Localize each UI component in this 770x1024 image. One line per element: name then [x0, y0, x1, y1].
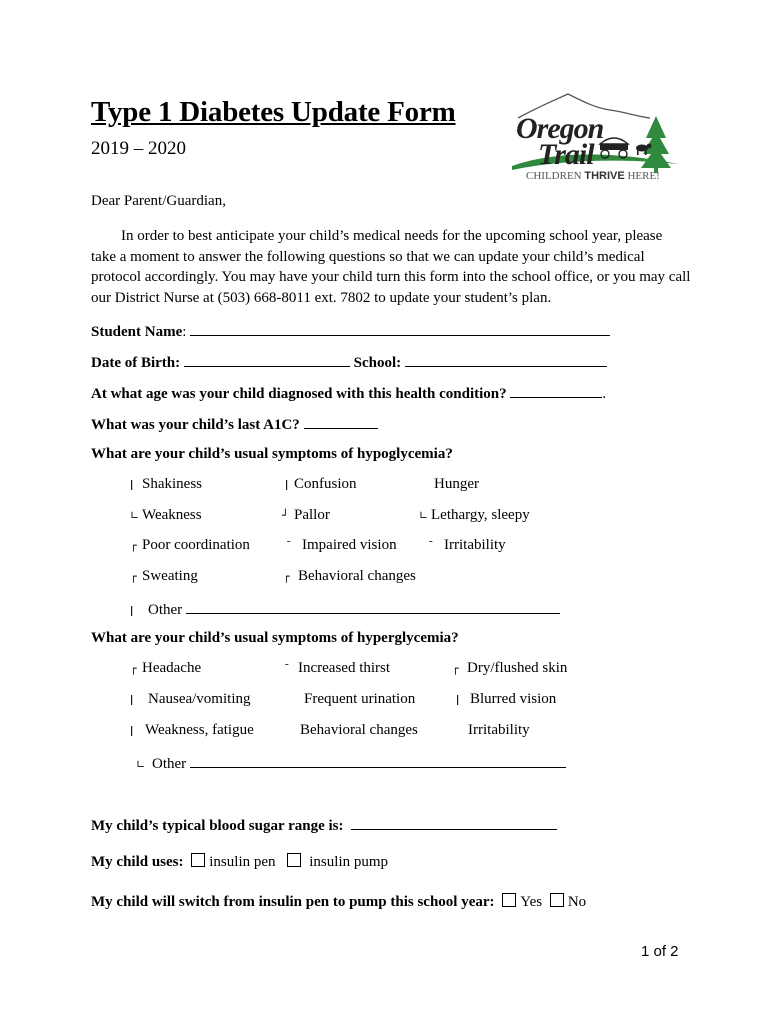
switch-yes-checkbox[interactable]	[502, 893, 516, 907]
dob-school-row	[91, 352, 607, 372]
checkbox-mark-icon[interactable]: ∟	[136, 758, 146, 771]
checkbox-mark-icon[interactable]: ┌	[452, 662, 459, 675]
checkbox-mark-icon[interactable]: ǀ	[130, 724, 134, 737]
checkbox-mark-icon[interactable]: ǀ	[130, 478, 134, 491]
a1c-question: What was your child’s last A1C?	[91, 417, 300, 433]
student-name-label: Student Name	[91, 324, 183, 340]
option-label: Impaired vision	[302, 537, 397, 553]
insulin-pump-checkbox[interactable]	[287, 853, 301, 867]
option-label: Behavioral changes	[300, 722, 418, 738]
logo-tagline-here: HERE!	[624, 170, 660, 182]
hyperglycemia-question: What are your child’s usual symptoms of hyperglycemia?	[91, 630, 459, 646]
school-label: School:	[353, 355, 402, 371]
option-label: Hunger	[434, 476, 479, 492]
age-diagnosed-field[interactable]	[510, 383, 602, 398]
switch-no-label: No	[567, 894, 587, 910]
school-year: 2019 – 2020	[91, 138, 186, 159]
a1c-row	[91, 414, 378, 434]
switch-pump-question: My child will switch from insulin pen to pump this school year:	[91, 894, 495, 910]
hypo-option-lethargy[interactable]	[419, 507, 530, 524]
hypoglycemia-question: What are your child’s usual symptoms of hypoglycemia?	[91, 446, 453, 462]
option-label: Frequent urination	[304, 691, 416, 707]
option-label: Poor coordination	[142, 537, 250, 553]
logo-text-oregon: Oregon	[516, 112, 604, 145]
hyper-option-headache[interactable]	[130, 660, 201, 677]
checkbox-mark-icon[interactable]: ┌	[283, 570, 290, 583]
age-diagnosed-question: At what age was your child diagnosed with this health condition?	[91, 386, 507, 402]
dob-label: Date of Birth:	[91, 355, 181, 371]
option-label: Sweating	[142, 568, 198, 584]
hypo-other-field[interactable]	[186, 599, 560, 614]
hyper-option-other[interactable]	[136, 753, 566, 773]
page-number: 1 of 2	[641, 943, 679, 960]
checkbox-mark-icon[interactable]: ∟	[419, 509, 429, 522]
option-label: Increased thirst	[298, 660, 391, 676]
checkbox-mark-icon[interactable]: ǀ	[130, 604, 134, 617]
hyper-option-dry-skin[interactable]	[452, 660, 567, 677]
blood-sugar-range-field[interactable]	[351, 815, 557, 830]
hypo-option-weakness[interactable]	[130, 507, 202, 524]
hyper-option-thirst[interactable]	[284, 660, 390, 677]
option-label: Irritability	[468, 722, 530, 738]
a1c-field[interactable]	[304, 414, 378, 429]
checkbox-mark-icon[interactable]: ǀ	[456, 693, 460, 706]
insulin-pen-label: insulin pen	[209, 854, 276, 870]
hypo-option-behavioral[interactable]	[283, 568, 416, 585]
blood-sugar-range-row	[91, 815, 557, 835]
logo-tagline-thrive: THRIVE	[584, 170, 625, 182]
checkbox-mark-icon[interactable]: ┘	[282, 509, 289, 522]
option-label: Weakness, fatigue	[145, 722, 254, 738]
logo-tagline-children: CHILDREN	[526, 170, 585, 182]
checkbox-mark-icon[interactable]: ¯	[286, 539, 292, 552]
checkbox-mark-icon[interactable]: ∟	[130, 509, 140, 522]
hypo-option-sweating[interactable]	[130, 568, 198, 585]
checkbox-mark-icon[interactable]: ǀ	[130, 693, 134, 706]
student-name-field[interactable]	[190, 321, 610, 336]
intro-paragraph	[91, 226, 691, 309]
switch-pump-row	[91, 893, 586, 911]
option-label: Weakness	[142, 507, 202, 523]
option-label: Pallor	[294, 507, 330, 523]
intro-text: In order to best anticipate your child’s medical needs for the upcoming school year, please take a moment to answer the following questions so that we can update your child’s medical protocol accordingly. You may have your child turn this form into the school office, or you may call our District Nurse at (503) 668-8011 ext. 7802 to update your student’s plan.	[91, 228, 691, 307]
hyper-option-blurred[interactable]	[456, 691, 556, 708]
school-field[interactable]	[405, 352, 607, 367]
checkbox-mark-icon[interactable]: ǀ	[285, 478, 289, 491]
form-title: Type 1 Diabetes Update Form	[91, 96, 456, 128]
hypo-option-other[interactable]	[130, 599, 560, 619]
oregon-trail-logo	[510, 92, 682, 184]
salutation: Dear Parent/Guardian,	[91, 193, 226, 209]
dob-field[interactable]	[184, 352, 350, 367]
checkbox-mark-icon[interactable]: ¯	[428, 539, 434, 552]
insulin-uses-row	[91, 853, 388, 871]
hypo-option-pallor[interactable]	[282, 507, 330, 524]
switch-yes-label: Yes	[520, 894, 543, 910]
insulin-pump-label: insulin pump	[309, 854, 389, 870]
option-label: Nausea/vomiting	[148, 691, 251, 707]
student-name-colon: :	[182, 324, 187, 340]
blood-sugar-range-question: My child’s typical blood sugar range is:	[91, 818, 344, 834]
hypo-option-confusion[interactable]	[285, 476, 357, 493]
hyper-option-urination[interactable]	[304, 691, 415, 708]
hyper-option-fatigue[interactable]	[130, 722, 254, 739]
checkbox-mark-icon[interactable]: ┌	[130, 662, 137, 675]
option-label: Other	[148, 602, 183, 618]
logo-tagline	[526, 170, 660, 182]
hypo-option-irritability[interactable]	[428, 537, 506, 554]
option-label: Lethargy, sleepy	[431, 507, 530, 523]
hyper-option-nausea[interactable]	[130, 691, 250, 708]
option-label: Dry/flushed skin	[467, 660, 568, 676]
option-label: Confusion	[294, 476, 357, 492]
hyper-option-behavioral[interactable]	[300, 722, 418, 739]
checkbox-mark-icon[interactable]: ┌	[130, 570, 137, 583]
checkbox-mark-icon[interactable]: ¯	[284, 662, 290, 675]
logo-text-trail: Trail	[538, 138, 594, 171]
hypo-option-shakiness[interactable]	[130, 476, 202, 493]
student-name-row	[91, 321, 610, 341]
option-label: Irritability	[444, 537, 506, 553]
option-label: Headache	[142, 660, 202, 676]
option-label: Other	[152, 756, 187, 772]
option-label: Blurred vision	[470, 691, 557, 707]
option-label: Shakiness	[142, 476, 202, 492]
hyper-option-irritability[interactable]	[468, 722, 530, 739]
age-diagnosed-row	[91, 383, 606, 403]
hypo-option-impaired-vision[interactable]	[286, 537, 397, 554]
option-label: Behavioral changes	[298, 568, 416, 584]
age-diagnosed-period: .	[602, 386, 607, 402]
checkbox-mark-icon[interactable]: ┌	[130, 539, 137, 552]
hypo-option-poor-coordination[interactable]	[130, 537, 250, 554]
hyper-other-field[interactable]	[190, 753, 566, 768]
insulin-uses-label: My child uses:	[91, 854, 184, 870]
switch-no-checkbox[interactable]	[550, 893, 564, 907]
hypo-option-hunger[interactable]	[434, 476, 479, 493]
insulin-pen-checkbox[interactable]	[191, 853, 205, 867]
